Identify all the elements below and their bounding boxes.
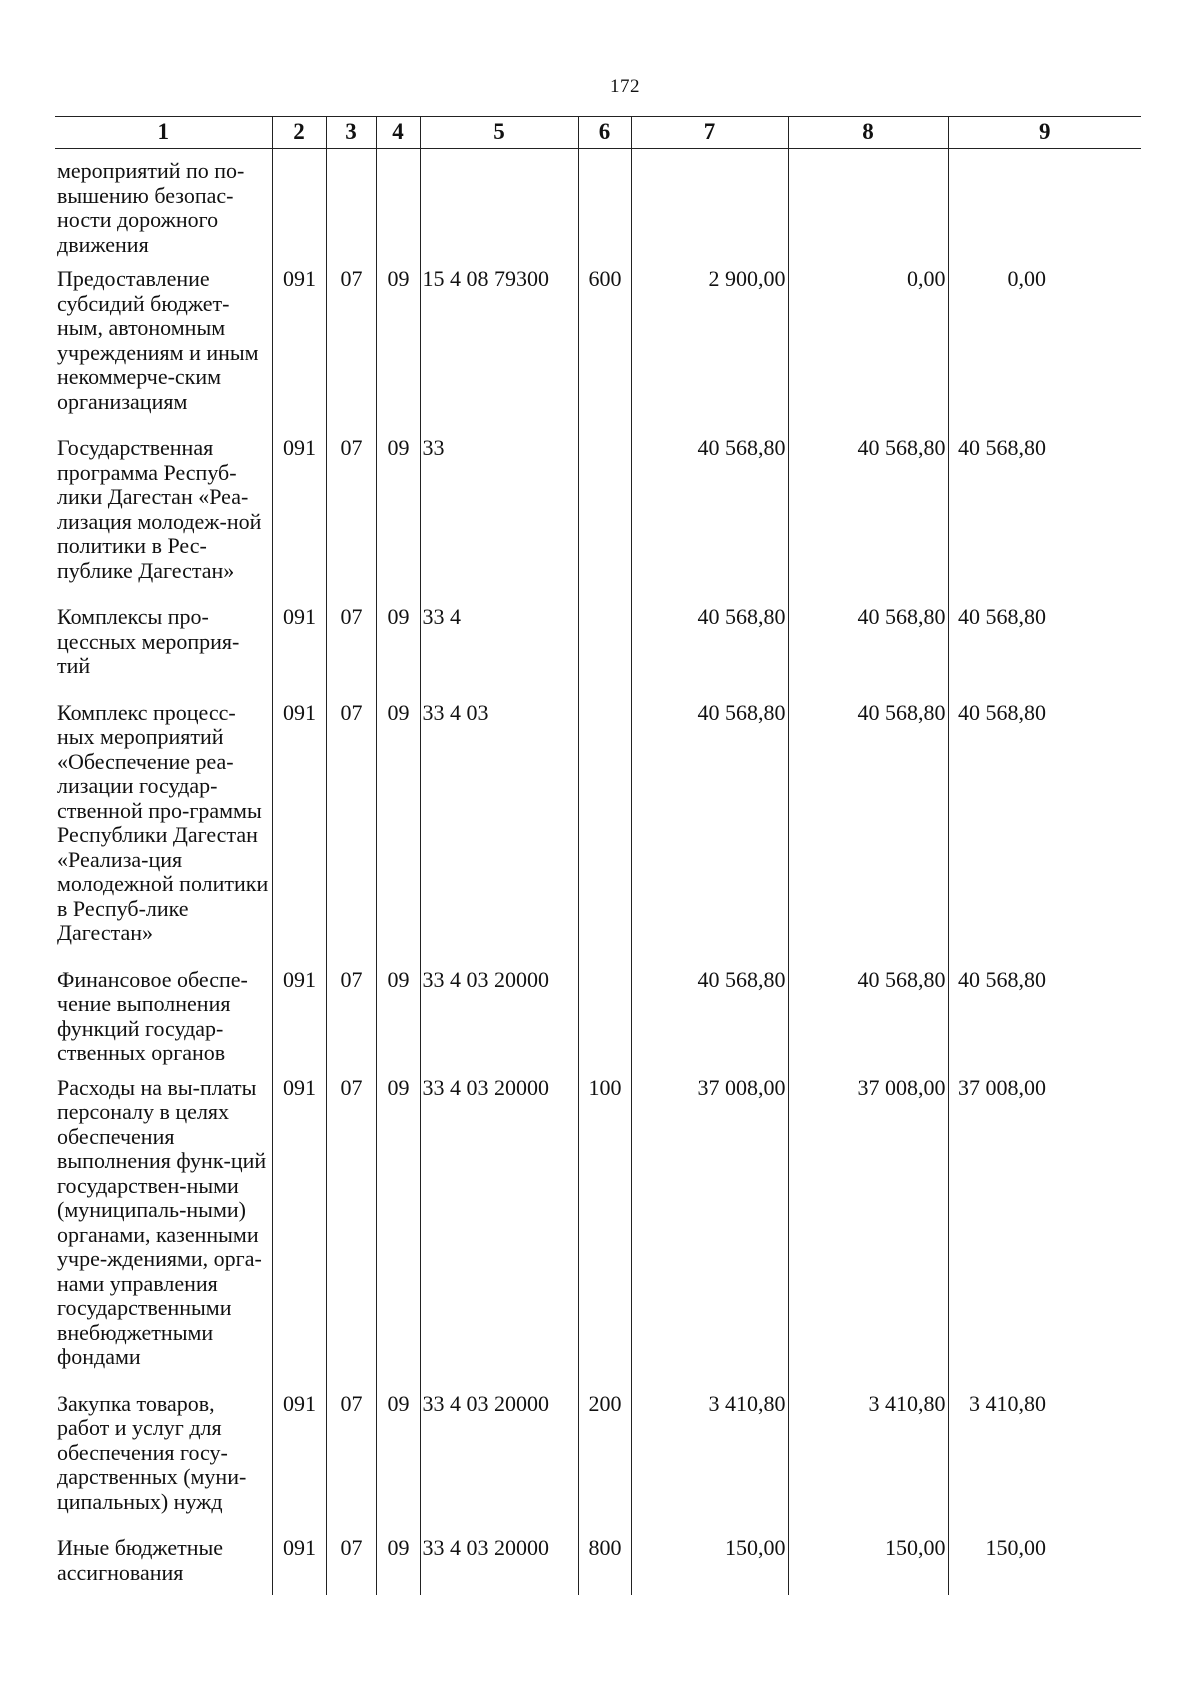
table-header [55,117,1141,149]
subsection-code: 09 [376,1076,420,1392]
target-article-code: 33 4 03 20000 [420,1076,578,1392]
target-article-code: 33 4 03 20000 [420,1392,578,1537]
amount-col9: 0,00 [1007,266,1046,291]
table-row [55,436,1141,605]
section-code: 07 [326,701,376,968]
table-row [55,605,1141,701]
subsection-code: 09 [376,1392,420,1537]
expense-type-code [578,968,631,1076]
ministry-code [272,149,326,268]
budget-table [55,116,1141,1595]
expense-name: Комплекс процесс-ных мероприятий «Обеспечение реа-лизации государ-ственной про-граммы Республики Дагестан «Реализа-ция молодежной политики в Респуб-лике Дагестан» [55,701,272,968]
ministry-code: 091 [272,605,326,701]
expense-name: мероприятий по по-вышению безопас-ности дорожного движения [55,149,272,268]
section-code: 07 [326,436,376,605]
amount-col7: 37 008,00 [631,1076,788,1392]
ministry-code: 091 [272,701,326,968]
expense-type-code: 200 [578,1392,631,1537]
expense-type-code: 100 [578,1076,631,1392]
subsection-code: 09 [376,605,420,701]
table-row [55,149,1141,268]
section-code: 07 [326,968,376,1076]
amount-col9: 37 008,00 [958,1074,1046,1100]
amount-col7: 40 568,80 [631,436,788,605]
amount-col9: 40 568,80 [958,435,1046,460]
expense-name: Государственная программа Респуб-лики Дагестан «Реа-лизация молодеж-ной политики в Рес-публике Дагестан» [55,436,272,605]
table-row [55,701,1141,968]
target-article-code: 33 4 [420,605,578,701]
ministry-code: 091 [272,436,326,605]
column-header: 1 [55,117,272,149]
amount-col8: 3 410,80 [788,1392,948,1537]
expense-name: Финансовое обеспе-чение выполнения функций государ-ственных органов [55,968,272,1076]
expense-name: Закупка товаров, работ и услуг для обеспечения госу-дарственных (муни-ципальных) нужд [55,1392,272,1537]
expense-name: Комплексы про-цессных мероприя-тий [55,605,272,701]
ministry-code: 091 [272,1076,326,1392]
amount-col8 [788,149,948,268]
amount-col9: 40 568,80 [958,966,1046,992]
subsection-code: 09 [376,968,420,1076]
expense-name: Предоставление субсидий бюджет-ным, автономным учреждениям и иным некоммерче-ским организациям [55,267,272,436]
subsection-code: 09 [376,267,420,436]
section-code: 07 [326,1392,376,1537]
amount-col7: 40 568,80 [631,605,788,701]
expense-type-code [578,605,631,701]
amount-col7: 40 568,80 [631,701,788,968]
amount-col7: 40 568,80 [631,968,788,1076]
amount-col7 [631,149,788,268]
amount-col9 [948,149,1141,268]
expense-type-code [578,149,631,268]
amount-col9: 150,00 [985,1535,1046,1560]
section-code: 07 [326,605,376,701]
ministry-code: 091 [272,1536,326,1595]
ministry-code: 091 [272,1392,326,1537]
page-number: 172 [610,76,640,97]
target-article-code [420,149,578,268]
section-code: 07 [326,267,376,436]
amount-col7: 2 900,00 [631,267,788,436]
amount-col8: 40 568,80 [788,605,948,701]
column-header: 8 [788,117,948,149]
expense-type-code: 600 [578,267,631,436]
section-code: 07 [326,1076,376,1392]
table-row [55,267,1141,436]
column-header: 9 [948,117,1141,149]
section-code [326,149,376,268]
target-article-code: 33 4 03 [420,701,578,968]
column-header: 4 [376,117,420,149]
table-body [55,149,1141,1596]
subsection-code [376,149,420,268]
target-article-code: 33 [420,436,578,605]
target-article-code: 15 4 08 79300 [420,267,578,436]
column-header: 2 [272,117,326,149]
subsection-code: 09 [376,701,420,968]
amount-col7: 150,00 [631,1536,788,1595]
amount-col9: 40 568,80 [958,699,1046,725]
ministry-code: 091 [272,968,326,1076]
expense-type-code [578,436,631,605]
expense-name: Иные бюджетные ассигнования [55,1536,272,1595]
amount-col7: 3 410,80 [631,1392,788,1537]
column-header: 6 [578,117,631,149]
expense-type-code: 800 [578,1536,631,1595]
column-header: 5 [420,117,578,149]
ministry-code: 091 [272,267,326,436]
column-header: 3 [326,117,376,149]
amount-col8: 40 568,80 [788,968,948,1076]
table-row [55,1076,1141,1392]
target-article-code: 33 4 03 20000 [420,1536,578,1595]
table-row [55,968,1141,1076]
target-article-code: 33 4 03 20000 [420,968,578,1076]
amount-col9: 3 410,80 [969,1390,1046,1416]
subsection-code: 09 [376,436,420,605]
section-code: 07 [326,1536,376,1595]
amount-col8: 40 568,80 [788,701,948,968]
amount-col8: 37 008,00 [788,1076,948,1392]
column-header: 7 [631,117,788,149]
amount-col8: 0,00 [788,267,948,436]
expense-type-code [578,701,631,968]
amount-col8: 40 568,80 [788,436,948,605]
table-row [55,1392,1141,1537]
subsection-code: 09 [376,1536,420,1595]
amount-col9: 40 568,80 [958,604,1046,629]
amount-col8: 150,00 [788,1536,948,1595]
table-row [55,1536,1141,1595]
expense-name: Расходы на вы-платы персоналу в целях обеспечения выполнения функ-ций государствен-ными (муниципаль-ными) органами, казенными учре-ждениями, орга-нами управления государственными внебюджетными фондами [55,1076,272,1392]
